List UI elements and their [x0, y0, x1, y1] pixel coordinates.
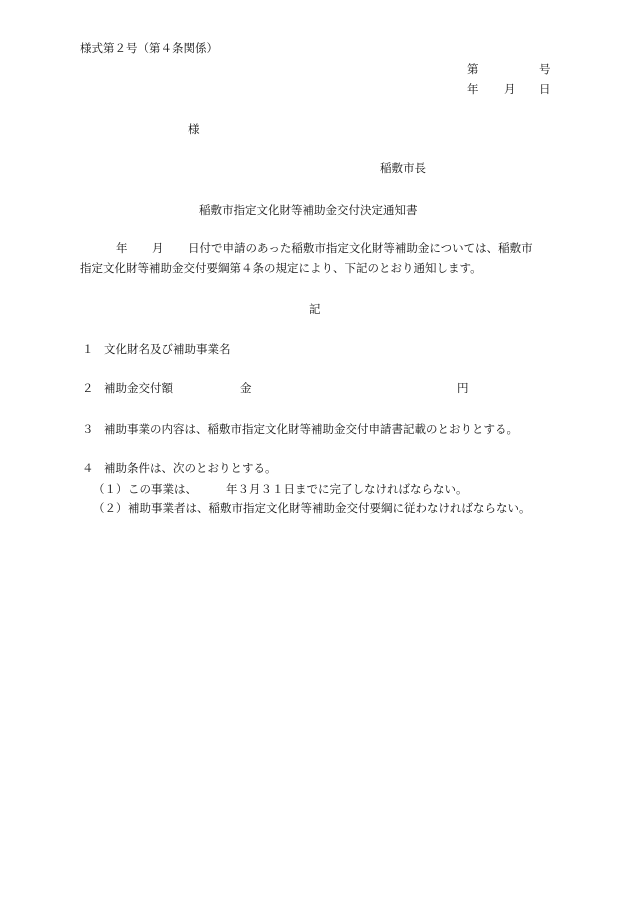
issuer-name: 稲敷市長 — [380, 161, 426, 175]
item-text: 補助金交付額 — [104, 381, 173, 395]
item-number: １ — [82, 342, 94, 356]
item-number: ４ — [82, 461, 94, 475]
amount-yen: 円 — [457, 381, 469, 395]
ki-heading: 記 — [309, 302, 321, 316]
date-year: 年 — [467, 82, 479, 96]
body-line-1: 日付で申請のあった稲敷市指定文化財等補助金については、稲敷市 — [188, 241, 533, 255]
date-month: 月 — [504, 82, 516, 96]
amount-kin: 金 — [240, 381, 252, 395]
condition-text: 年３月３１日までに完了しなければならない。 — [226, 482, 468, 496]
item-number: ２ — [82, 381, 94, 395]
condition-label: （２） — [93, 501, 128, 515]
body-month: 月 — [152, 241, 164, 255]
condition-label: （１） — [93, 482, 128, 496]
form-label: 様式第２号（第４条関係） — [80, 41, 218, 55]
body-line-2: 指定文化財等補助金交付要綱第４条の規定により、下記のとおり通知します。 — [80, 261, 482, 275]
item-text: 補助事業の内容は、稲敷市指定文化財等補助金交付申請書記載のとおりとする。 — [104, 422, 518, 436]
addressee-honorific: 様 — [188, 122, 200, 136]
body-year: 年 — [116, 241, 128, 255]
item-text: 文化財名及び補助事業名 — [104, 342, 231, 356]
document-title: 稲敷市指定文化財等補助金交付決定通知書 — [199, 203, 418, 217]
item-text: 補助条件は、次のとおりとする。 — [104, 461, 277, 475]
number-prefix: 第 — [467, 62, 479, 76]
condition-text: 補助事業者は、稲敷市指定文化財等補助金交付要綱に従わなければならない。 — [128, 501, 531, 515]
item-number: ３ — [82, 422, 94, 436]
condition-text: この事業は、 — [128, 482, 197, 496]
date-day: 日 — [539, 82, 551, 96]
number-suffix: 号 — [539, 62, 551, 76]
